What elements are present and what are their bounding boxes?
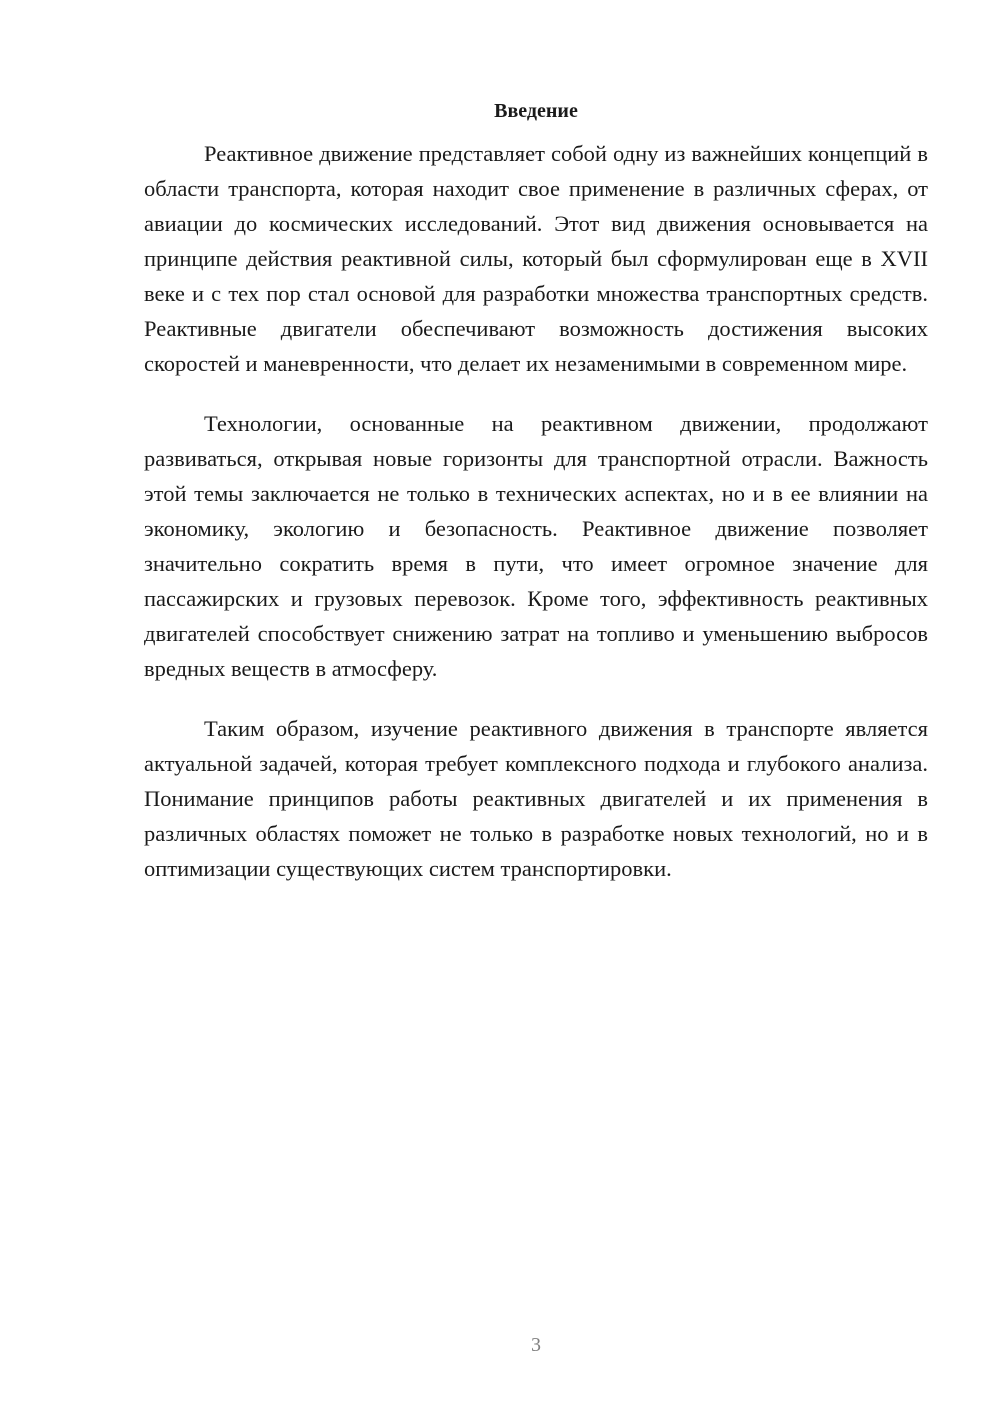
paragraph-1: Реактивное движение представляет собой одну из важнейших концепций в области транспорта, которая находит свое применение в различных сферах, от авиации до космических исследований. Этот вид движения основывается на принципе действия реактивной силы, который был сформулирован еще в XVII веке и с тех пор стал основой для разработки множества транспортных средств. Реактивные двигатели обеспечивают возможность достижения высоких скоростей и маневренности, что делает их незаменимыми в современном мире. — [144, 141, 928, 376]
section-title: Введение — [494, 100, 578, 122]
page-number: 3 — [531, 1334, 541, 1356]
paragraph-3: Таким образом, изучение реактивного движения в транспорте является актуальной задачей, которая требует комплексного подхода и глубокого анализа. Понимание принципов работы реактивных двигателей и их применения в различных областях поможет не только в разработке новых технологий, но и в оптимизации существующих систем транспортировки. — [144, 716, 928, 881]
paragraph-2: Технологии, основанные на реактивном движении, продолжают развиваться, открывая новые горизонты для транспортной отрасли. Важность этой темы заключается не только в технических аспектах, но и в ее влиянии на экономику, экологию и безопасность. Реактивное движение позволяет значительно сократить время в пути, что имеет огромное значение для пассажирских и грузовых перевозок. Кроме того, эффективность реактивных двигателей способствует снижению затрат на топливо и уменьшению выбросов вредных веществ в атмосферу. — [144, 411, 928, 681]
page-content — [144, 96, 928, 886]
